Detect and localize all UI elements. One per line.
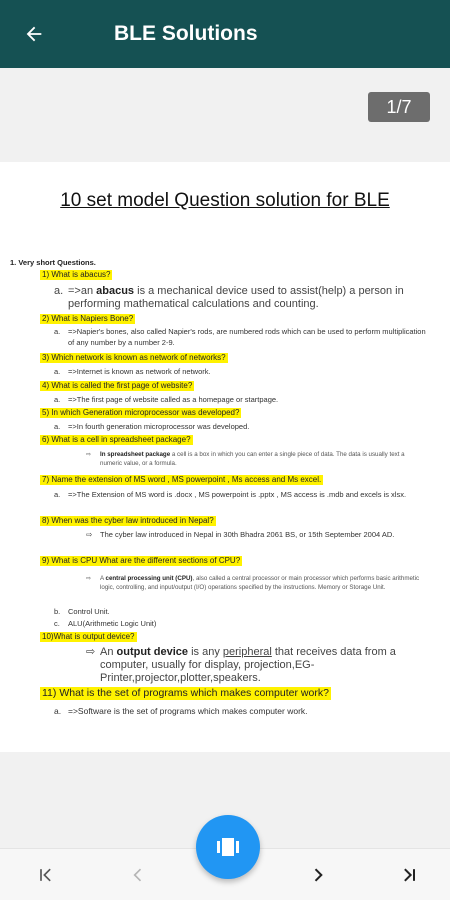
answer-5: a. =>In fourth generation microprocessor was developed. [54,422,250,431]
question-6: 6) What is a cell in spreadsheet package? [42,435,191,444]
view-mode-button[interactable] [196,815,260,879]
view-mode-icon [215,834,241,860]
chevron-right-icon [308,865,328,885]
answer-10: ⇨ An output device is any peripheral that receives data from a computer, usually for display, projection,EG-Printer,projector,plotter,speakers. [86,646,396,684]
last-page-button[interactable] [395,863,423,887]
arrow-left-icon [23,23,45,45]
answer-1: a. =>an abacus is a mechanical device used to assist(help) a person in performing mathematical calculations and counting. [54,285,404,310]
question-4: 4) What is called the first page of website? [42,381,193,390]
answer-9-item-c: c. ALU(Arithmetic Logic Unit) [54,619,157,628]
answer-4: a. =>The first page of website called as a homepage or startpage. [54,395,279,404]
answer-8: ⇨ The cyber law introduced in Nepal in 30th Bhadra 2061 BS, or 15th September 2004 AD. [86,530,395,539]
question-10: 10)What is output device? [42,632,135,641]
answer-7: a. =>The Extension of MS word is .docx , MS powerpoint is .pptx , MS access is .mdb and excels is xlsx. [54,490,407,499]
next-page-button[interactable] [304,863,332,887]
answer-11: a. =>Software is the set of programs which makes computer work. [54,706,308,716]
answer-9: ⇨ A central processing unit (CPU), also called a central processor or main processor which performs basic arithmetic logic, controlling, and input/output (I/O) operations specified by the instructions. Memory or Storage Unit. [86,575,420,591]
back-button[interactable] [0,0,68,68]
answer-3: a. =>Internet is known as network of network. [54,367,211,376]
answer-2: a. =>Napier's bones, also called Napier's rods, are numbered rods which can be used to perform multiplication of any number by a number 2-9. [54,327,426,347]
previous-page-button[interactable] [124,863,152,887]
pdf-page[interactable] [0,162,450,752]
last-page-icon [399,865,419,885]
section-heading: 1. Very short Questions. [10,258,96,267]
question-7: 7) Name the extension of MS word , MS powerpoint , Ms access and Ms excel. [42,475,322,484]
question-9: 9) What is CPU What are the different sections of CPU? [42,556,241,565]
question-8: 8) When was the cyber law introduced in Nepal? [42,516,214,525]
answer-6: ⇨ In spreadsheet package a cell is a box in which you can enter a single piece of data. The data is usually text a numeric value, or a formula. [86,451,405,467]
question-11: 11) What is the set of programs which makes computer work? [42,687,329,699]
first-page-button[interactable] [32,863,60,887]
chevron-left-icon [128,865,148,885]
app-title: BLE Solutions [114,22,258,45]
first-page-icon [36,865,56,885]
question-1: 1) What is abacus? [42,270,111,279]
document-title: 10 set model Question solution for BLE [60,190,390,211]
question-5: 5) In which Generation microprocessor was developed? [42,408,240,417]
page-counter: 1/7 [368,92,430,122]
app-bar [0,0,450,68]
question-2: 2) What is Napiers Bone? [42,314,134,323]
answer-9-item-b: b. Control Unit. [54,607,110,616]
question-3: 3) Which network is known as network of networks? [42,353,226,362]
